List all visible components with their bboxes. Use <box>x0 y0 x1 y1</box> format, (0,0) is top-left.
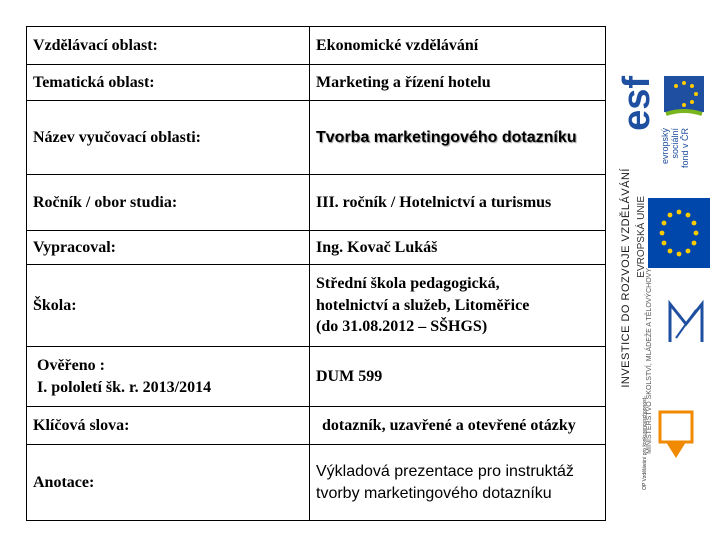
op-text: OP Vzdělávání pro konkurenceschopnost <box>642 398 648 490</box>
row-label: Název vyučovací oblasti: <box>27 101 310 175</box>
op-logo <box>656 408 696 468</box>
row-label: Klíčová slova: <box>27 407 310 445</box>
row-value: Ekonomické vzdělávání <box>310 27 606 65</box>
table-row <box>27 231 606 265</box>
row-value: Marketing a řízení hotelu <box>310 65 606 101</box>
row-label <box>27 347 310 407</box>
table-row <box>27 445 606 521</box>
row-value: Ing. Kovač Lukáš <box>310 231 606 265</box>
row-label: Vypracoval: <box>27 231 310 265</box>
esf-mark: esf <box>616 76 658 131</box>
table-row <box>27 27 606 65</box>
verified-line: I. pololetí šk. r. 2013/2014 <box>37 378 212 396</box>
row-value: Tvorba marketingového dotazníku <box>310 101 606 175</box>
school-line: hotelnictví a služeb, Litoměřice <box>316 296 530 314</box>
logo-strip <box>616 68 716 490</box>
eu-flag-icon <box>648 198 710 268</box>
row-value: dotazník, uzavřené a otevřené otázky <box>310 407 606 445</box>
msmt-text: MINISTERSTVO ŠKOLSTVÍ, MLÁDEŽE A TĚLOVÝCHOVY <box>646 268 653 454</box>
table-row <box>27 407 606 445</box>
esf-line: evropský <box>660 128 670 165</box>
row-value <box>310 265 606 347</box>
esf-line: sociální <box>670 128 680 159</box>
row-label: Tematická oblast: <box>27 65 310 101</box>
table-row <box>27 265 606 347</box>
verified-line: Ověřeno : <box>37 356 105 374</box>
table-row <box>27 101 606 175</box>
eu-text: EVROPSKÁ UNIE <box>636 196 647 278</box>
esf-line: fond v ČR <box>680 128 690 169</box>
row-value: DUM 599 <box>310 347 606 407</box>
msmt-logo <box>664 298 708 348</box>
row-label: Anotace: <box>27 445 310 521</box>
row-label: Vzdělávací oblast: <box>27 27 310 65</box>
school-line: (do 31.08.2012 – SŠHGS) <box>316 318 488 336</box>
table-row <box>27 347 606 407</box>
school-line: Střední škola pedagogická, <box>316 275 500 293</box>
table-row <box>27 65 606 101</box>
row-label: Škola: <box>27 265 310 347</box>
row-value: III. ročník / Hotelnictví a turismus <box>310 175 606 231</box>
table-row <box>27 175 606 231</box>
row-value: Výkladová prezentace pro instruktáž tvorby marketingového dotazníku <box>310 445 606 521</box>
investice-text: INVESTICE DO ROZVOJE VZDĚLÁVÁNÍ <box>620 168 632 388</box>
metadata-table <box>26 26 606 521</box>
row-label: Ročník / obor studia: <box>27 175 310 231</box>
